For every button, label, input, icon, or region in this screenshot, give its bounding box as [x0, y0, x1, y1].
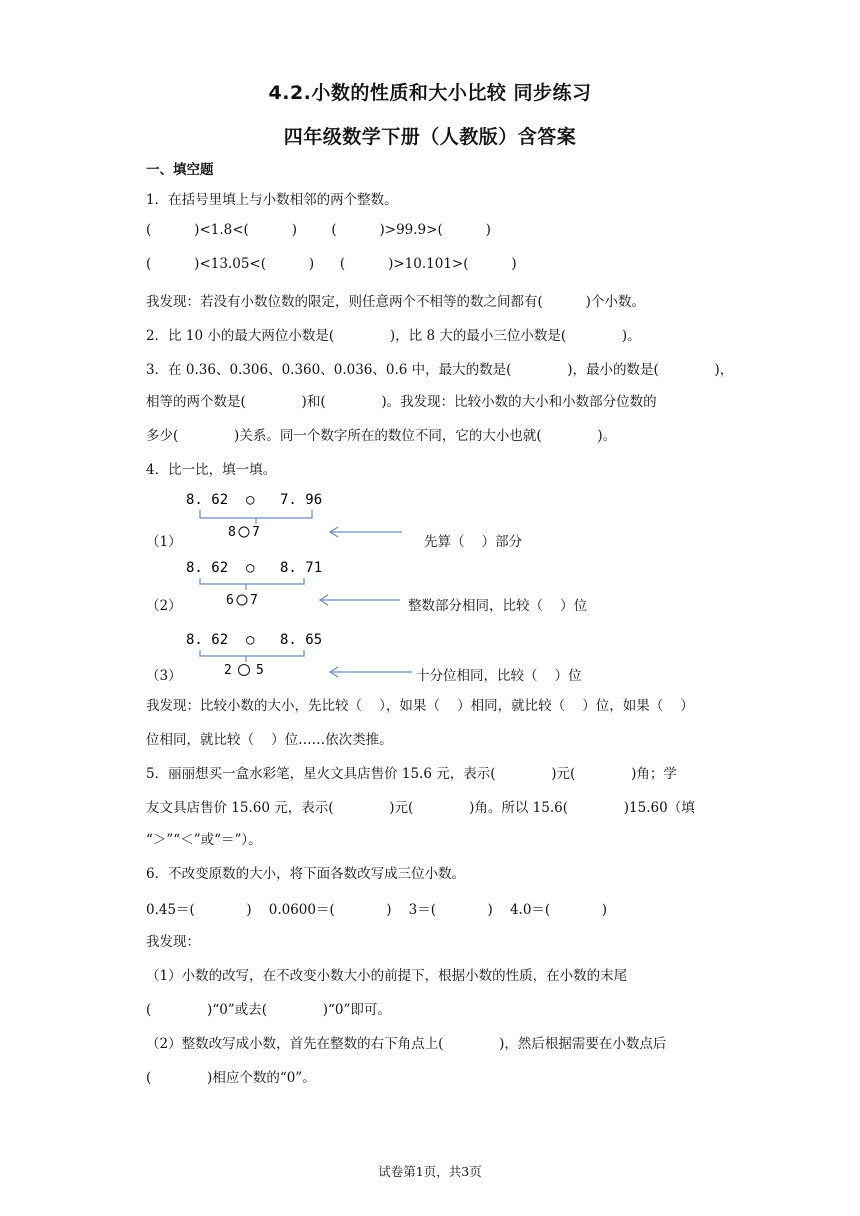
q1-finding: 我发现：若没有小数位数的限定，则任意两个不相等的数之间都有( )个小数。 — [146, 294, 645, 310]
q6-row: 0.45＝( ) 0.0600＝( ) 3＝( ) 4.0＝( ) — [146, 902, 607, 918]
page-footer: 试卷第1页，共3页 — [378, 1164, 482, 1179]
q4-3-label: （3） — [146, 668, 182, 684]
q4-1-right-number: 7. 96 — [280, 492, 323, 508]
q2-stem: 2．比 10 小的最大两位小数是( )，比 8 大的最小三位小数是( )。 — [146, 328, 641, 344]
section-heading: 一、填空题 — [146, 162, 214, 178]
q4-stem: 4．比一比，填一填。 — [146, 462, 277, 478]
q4-3-hint: 十分位相同，比较（ ）位 — [416, 668, 582, 684]
q4-1-compare-right: 7 — [252, 525, 260, 538]
q4-2-compare-right: 7 — [250, 593, 258, 608]
doc-title-line2: 四年级数学下册（人教版）含答案 — [283, 126, 577, 148]
q6-stem: 6．不改变原数的大小，将下面各数改写成三位小数。 — [146, 866, 466, 882]
q4-2-label: （2） — [146, 598, 182, 614]
q6-finding: 我发现： — [146, 934, 200, 950]
q4-1-circle: ○ — [246, 492, 255, 508]
q6-sub2-line1: （2）整数改写成小数，首先在整数的右下角点上( )，然后根据需要在小数点后 — [146, 1036, 667, 1052]
q3-line1: 3．在 0.36、0.306、0.360、0.036、0.6 中，最大的数是( )，最小的数是( )， — [146, 362, 734, 378]
q4-finding-line1: 我发现：比较小数的大小，先比较（ ），如果（ ）相同，就比较（ ）位，如果（ ） — [146, 698, 694, 714]
q4-2-bracket — [200, 578, 304, 584]
q6-sub1-line2: ( )“0”或去( )“0”即可。 — [146, 1002, 391, 1018]
q1-stem: 1．在括号里填上与小数相邻的两个整数。 — [146, 192, 398, 208]
q1-row2: ( )<13.05<( ) ( )>10.101>( ) — [146, 256, 517, 272]
q4-2-compare-circle — [237, 595, 247, 605]
q6-sub1-line1: （1）小数的改写，在不改变小数大小的前提下，根据小数的性质，在小数的末尾 — [146, 968, 628, 984]
q1-row1: ( )<1.8<( ) ( )>99.9>( ) — [146, 222, 491, 238]
q4-2-right-number: 8. 71 — [280, 560, 323, 576]
q3-line2: 相等的两个数是( )和( )。我发现：比较小数的大小和小数部分位数的 — [146, 394, 657, 410]
q4-3-left-number: 8. 62 — [186, 632, 229, 648]
q4-1-left-number: 8. 62 — [186, 492, 229, 508]
q6-sub2-line2: ( )相应个数的“0”。 — [146, 1070, 316, 1086]
q5-line1: 5．丽丽想买一盒水彩笔，星火文具店售价 15.6 元，表示( )元( )角；学 — [146, 766, 677, 782]
q4-2-left-number: 8. 62 — [186, 560, 229, 576]
q4-1-label: （1） — [146, 534, 182, 550]
q4-3-compare-right: 5 — [256, 663, 264, 678]
q4-3-compare-circle — [239, 665, 250, 676]
q4-3-circle: ○ — [246, 632, 255, 648]
q4-2-hint: 整数部分相同，比较（ ）位 — [408, 598, 588, 614]
q4-3-bracket — [200, 650, 304, 656]
q5-line2: 友文具店售价 15.60 元，表示( )元( )角。所以 15.6( )15.60（填 — [146, 800, 695, 816]
q4-1-compare-circle — [239, 527, 249, 537]
q4-3-compare-left: 2 — [224, 663, 232, 678]
q4-2-circle: ○ — [246, 560, 255, 576]
doc-title-line1: 4.2.小数的性质和大小比较 同步练习 — [268, 82, 592, 104]
q3-line3: 多少( )关系。同一个数字所在的数位不同，它的大小也就( )。 — [146, 428, 617, 444]
q4-2-compare-left: 6 — [226, 593, 234, 608]
q4-3-right-number: 8. 65 — [280, 632, 323, 648]
q4-1-compare-left: 8 — [228, 525, 236, 538]
q5-line3: “＞”“＜”或“＝”）。 — [146, 832, 262, 848]
q4-1-bracket — [200, 510, 312, 518]
q4-finding-line2: 位相同，就比较（ ）位……依次类推。 — [146, 732, 393, 748]
q4-1-hint: 先算（ ）部分 — [424, 534, 523, 550]
